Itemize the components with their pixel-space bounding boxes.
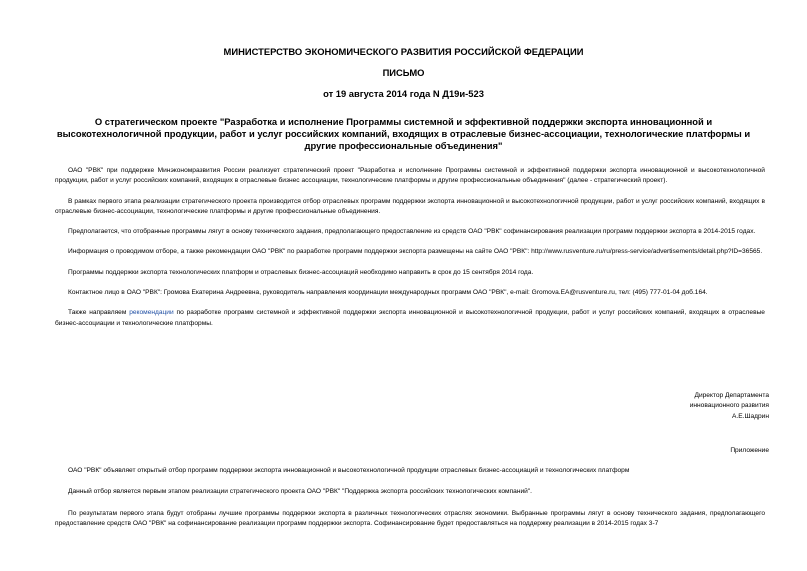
appendix-section [40, 466, 767, 540]
document-subject: О стратегическом проекте "Разработка и исполнение Программы системной и эффективной поддержки экспорта инновационной и высокотехнологичной продукции, работ и услуг российских компаний, входящих в отраслевые бизнес-ассоциации, технологические платформы и другие профессиональные объединения" [56, 116, 751, 151]
signature-department: инновационного развития [689, 402, 769, 410]
body-paragraph-2: В рамках первого этапа реализации стратегического проекта производится отбор отраслевых программ поддержки экспорта инновационной и высокотехнологичной продукции, работ и услуг российских компаний, входящих в отраслевые бизнес-ассоциации, технологические платформы и другие профессиональные объединения. [55, 197, 765, 215]
signature-position: Директор Департамента [694, 392, 769, 399]
body-paragraph-1: ОАО "РВК" при поддержке Минэкономразвития России реализует стратегический проект "Разработка и исполнение Программы системной и эффективной поддержки экспорта инновационной и высокотехнологичной продукции, работ и услуг российских компаний, входящих в отраслевые бизнес ассоциации, технологические платформы и другие профессиональные объединения" (далее - стратегический проект). [55, 167, 765, 185]
ministry-heading: МИНИСТЕРСТВО ЭКОНОМИЧЕСКОГО РАЗВИТИЯ РОССИЙСКОЙ ФЕДЕРАЦИИ [223, 46, 584, 57]
signature-block [690, 391, 769, 422]
appendix-paragraph-2: Данный отбор является первым этапом реализации стратегического проекта ОАО "РВК" "Поддержка экспорта российских технологических компаний". [68, 488, 533, 496]
appendix-paragraph-1: ОАО "РВК" объявляет открытый отбор программ поддержки экспорта инновационной и высокотехнологичной продукции отраслевых бизнес-ассоциаций и технологических платформ [68, 467, 630, 474]
paragraph-7-lead: Также направляем [68, 309, 130, 317]
body-paragraph-6: Контактное лицо в ОАО "РВК": Громова Екатерина Андреевна, руководитель направления координации международных программ ОАО "РВК", e-mail: Gromova.EA@rusventure.ru, тел: (495) 777-01-04 доб.164. [68, 289, 708, 297]
document-type: ПИСЬМО [382, 67, 425, 78]
appendix-label: Приложение [730, 447, 769, 454]
appendix-paragraph-3: По результатам первого этапа будут отобраны лучшие программы поддержки экспорта в различных технологических отраслях экономики. Выбранные программы лягут в основу технического задания, предполагающего предоставление средств ОАО "РВК" на софинансирование реализации программ поддержки экспорта. Софинансирование будет предоставляться на поддержку реализации в 2014-2015 годах 3-7 [55, 509, 765, 527]
body-paragraph-7 [40, 308, 767, 329]
recommendations-link[interactable]: рекомендации [129, 309, 174, 317]
signature-name: А.Е.Шадрин [731, 412, 769, 420]
body-paragraph-3: Предполагается, что отобранные программы лягут в основу технического задания, предполагающего предоставление из средств ОАО "РВК" софинансирования реализации программ поддержки экспорта в 2014-2015 годах. [68, 228, 756, 236]
paragraph-7-rest: по разработке программ системной и эффективной поддержки экспорта инновационной и высокотехнологичной продукции, работ и услуг российских компаний, входящих в отраслевые бизнес-ассоциации и технологические платформы. [55, 309, 765, 327]
body-paragraph-5: Программы поддержки экспорта технологических платформ и отраслевых бизнес-ассоциаций необходимо направить в срок до 15 сентября 2014 года. [68, 268, 534, 276]
document-date-number: от 19 августа 2014 года N Д19и-523 [323, 88, 484, 99]
body-paragraph-4: Информация о проводимом отборе, а также рекомендации ОАО "РВК" по разработке программ поддержки экспорта размещены на сайте ОАО "РВК": http://www.rusventure.ru/ru/press-service/advertisements/detail.php?ID=36565. [68, 248, 763, 256]
